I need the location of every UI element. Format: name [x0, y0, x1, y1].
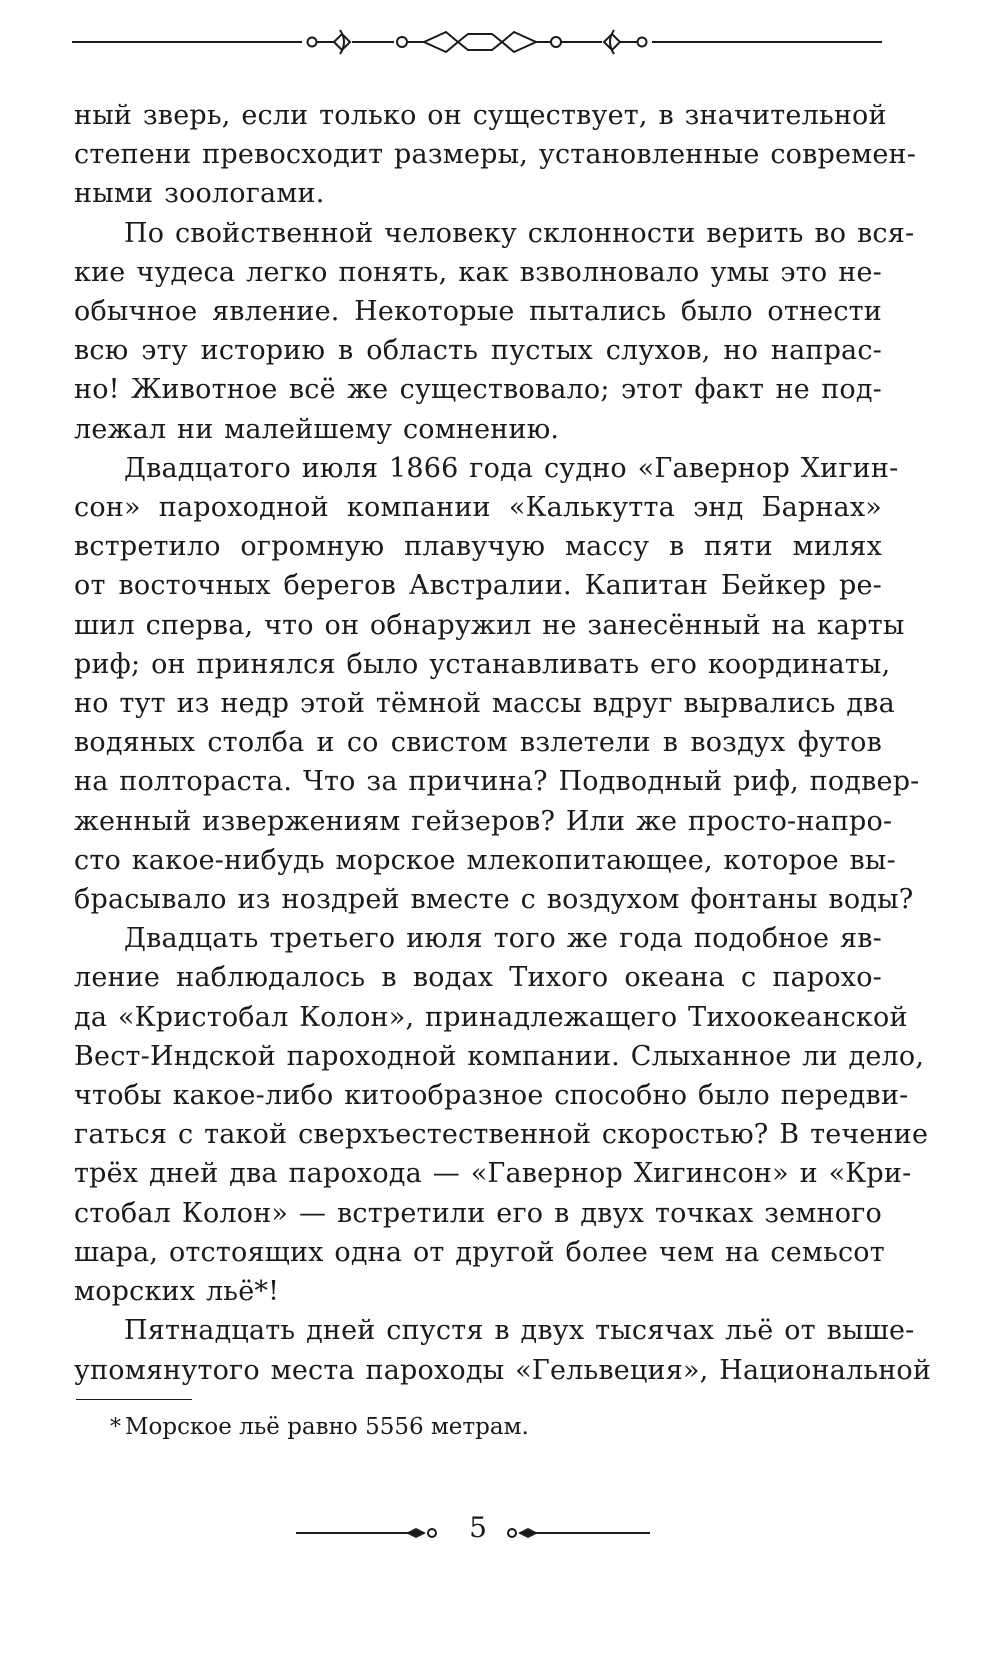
- text-line: женный извержениям гейзеров? Или же просто-напро-: [74, 805, 893, 837]
- text-line: сон» пароходной компании «Калькутта энд Барнах»: [74, 492, 882, 524]
- text-line: всю эту историю в область пустых слухов, но напрас-: [74, 335, 882, 367]
- text-line: стобал Колон» — встретили его в двух точках земного: [74, 1197, 882, 1229]
- body-text: [74, 96, 932, 1390]
- text-line: По свойственной человеку склонности верить во вся-: [124, 217, 915, 249]
- text-line: водяных столба и со свистом взлетели в воздух футов: [74, 727, 882, 759]
- text-line: трёх дней два парохода — «Гавернор Хигинсон» и «Кри-: [74, 1158, 912, 1190]
- text-line: брасывало из ноздрей вместе с воздухом фонтаны воды?: [74, 884, 914, 916]
- text-line: лежал ни малейшему сомнению.: [74, 413, 560, 445]
- text-line: да «Кристобал Колон», принадлежащего Тихоокеанской: [74, 1001, 908, 1033]
- text-line: встретило огромную плавучую массу в пяти милях: [74, 531, 882, 563]
- text-line: ный зверь, если только он существует, в значительной: [74, 100, 887, 131]
- footnote-text: Морское льё равно 5556 метрам.: [125, 1414, 529, 1440]
- text-line: гаться с такой сверхъестественной скоростью? В течение: [74, 1119, 929, 1151]
- text-line: упомянутого места пароходы «Гельвеция», Национальной: [74, 1354, 932, 1386]
- text-line: обычное явление. Некоторые пытались было отнести: [74, 296, 882, 328]
- text-line: ными зоологами.: [74, 178, 325, 210]
- paragraph-3: [74, 449, 920, 919]
- text-line: шара, отстоящих одна от другой более чем на семьсот: [74, 1236, 885, 1268]
- text-line: морских льё*!: [74, 1276, 280, 1308]
- footnote: [110, 1412, 529, 1443]
- paragraph-4: [74, 919, 929, 1311]
- text-line: на полтораста. Что за причина? Подводный риф, подвер-: [74, 766, 920, 798]
- text-line: Пятнадцать дней спустя в двух тысячах льё от выше-: [124, 1315, 915, 1347]
- text-line: шил сперва, что он обнаружил не занесённый на карты: [74, 609, 905, 641]
- text-line: степени превосходит размеры, установленные современ-: [74, 139, 917, 171]
- text-line: риф; он принялся было устанавливать его координаты,: [74, 648, 891, 680]
- text-line: кие чудеса легко понять, как взволновало умы это не-: [74, 256, 882, 288]
- footnote-mark: *: [110, 1415, 121, 1440]
- text-line: но! Животное всё же существовало; этот факт не под-: [74, 374, 882, 406]
- text-line: от восточных берегов Австралии. Капитан Бейкер ре-: [74, 570, 882, 602]
- text-line: Вест-Индской пароходной компании. Слыханное ли дело,: [74, 1040, 925, 1072]
- text-line: сто какое-нибудь морское млекопитающее, которое вы-: [74, 844, 896, 876]
- page-number: 5: [469, 1511, 487, 1544]
- footnote-rule: [76, 1399, 192, 1400]
- top-ornament-divider: [72, 22, 882, 62]
- text-line: Двадцать третьего июля того же года подобное яв-: [124, 923, 882, 955]
- text-line: чтобы какое-либо китообразное способно было передви-: [74, 1080, 909, 1112]
- text-line: Двадцатого июля 1866 года судно «Гавернор Хигин-: [124, 452, 899, 484]
- text-line: но тут из недр этой тёмной массы вдруг вырвались два: [74, 688, 895, 720]
- text-line: ление наблюдалось в водах Тихого океана с парохо-: [74, 962, 882, 994]
- paragraph-2: [74, 214, 915, 449]
- paragraph-1: [74, 96, 917, 214]
- paragraph-5: [74, 1311, 932, 1389]
